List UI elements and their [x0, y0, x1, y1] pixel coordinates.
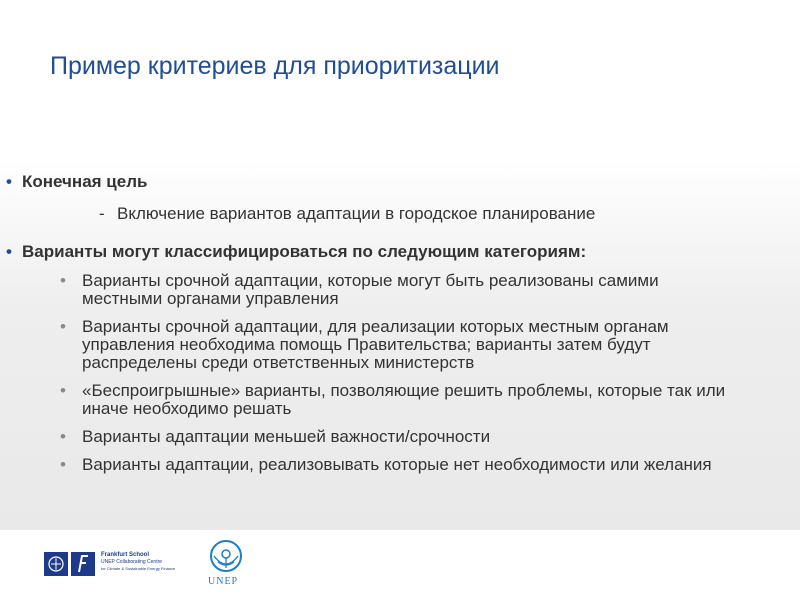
categories-bullet — [0, 241, 800, 262]
frankfurt-line2: UNEP Collaborating Centre — [101, 559, 163, 565]
slide-content — [0, 171, 800, 484]
list-item — [0, 272, 800, 308]
bullet-icon: • — [60, 455, 66, 474]
bullet-icon: • — [60, 271, 66, 290]
categories-list — [0, 272, 800, 474]
unep-emblem-icon — [44, 552, 68, 576]
frankfurt-line1: Frankfurt School — [101, 552, 150, 558]
goal-bullet — [0, 171, 800, 192]
frankfurt-school-text — [101, 552, 211, 571]
slide-title: Пример критериев для приоритизации — [50, 52, 500, 80]
dash-icon: - — [99, 204, 105, 223]
footer-logos — [44, 538, 364, 588]
frankfurt-school-logo — [44, 552, 194, 578]
frankfurt-line3: for Climate & Sustainable Energy Finance — [101, 566, 176, 571]
list-item-text: Варианты адаптации, реализовывать которые нет необходимости или желания — [82, 455, 712, 474]
categories-label: Варианты могут классифицироваться по следующим категориям: — [22, 242, 587, 261]
list-item-text: Варианты срочной адаптации, которые могут быть реализованы самими местными органами управления — [82, 271, 659, 308]
unep-label: UNEP — [208, 576, 239, 587]
bullet-icon: • — [60, 381, 66, 400]
bullet-icon: • — [60, 427, 66, 446]
list-item-text: «Беспроигрышные» варианты, позволяющие решить проблемы, которые так или иначе необходимо решать — [82, 381, 726, 418]
bullet-icon: • — [60, 317, 66, 336]
goal-label: Конечная цель — [22, 172, 148, 191]
list-item — [0, 382, 800, 418]
list-item-text: Варианты срочной адаптации, для реализации которых местным органам управления необходима помощь Правительства; варианты затем будут распределены среди ответственных министерств — [82, 317, 669, 372]
list-item-text: Варианты адаптации меньшей важности/срочности — [82, 427, 491, 446]
bullet-icon: • — [6, 172, 12, 191]
list-item — [0, 318, 800, 372]
list-item — [0, 456, 800, 474]
bullet-icon: • — [6, 242, 12, 261]
goal-detail-text: Включение вариантов адаптации в городское планирование — [117, 204, 596, 223]
list-item — [0, 428, 800, 446]
frankfurt-school-icon — [71, 552, 95, 576]
goal-detail — [0, 203, 800, 224]
